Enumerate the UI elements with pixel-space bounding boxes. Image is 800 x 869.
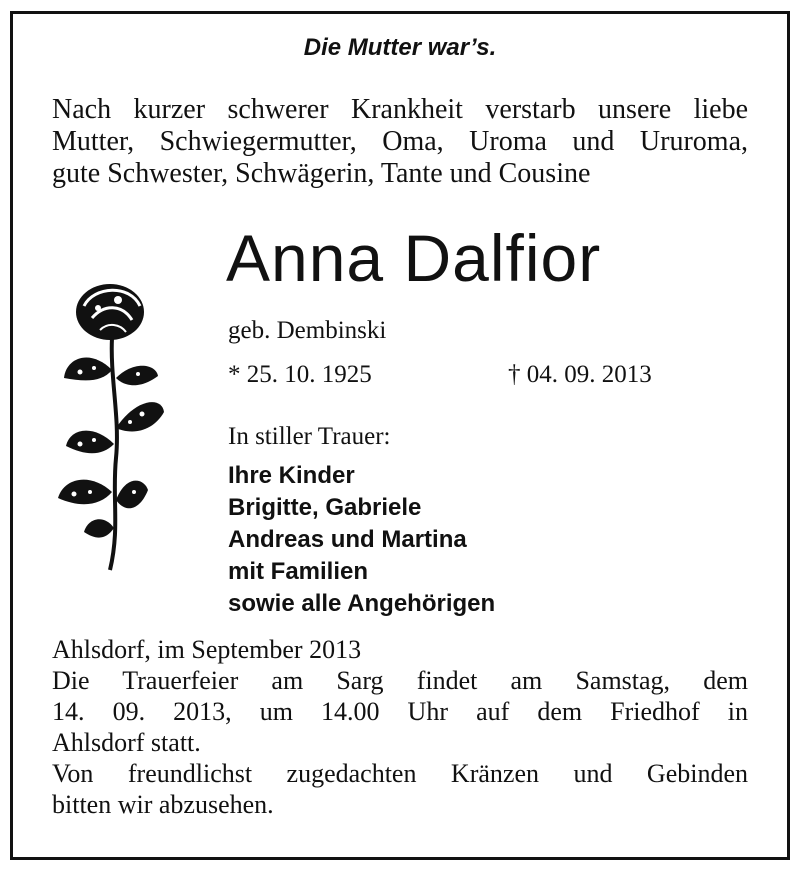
birth-name: geb. Dembinski: [228, 317, 387, 344]
deceased-name: Anna Dalfior: [226, 221, 602, 295]
notice-heading: Die Mutter war’s.: [303, 34, 497, 61]
wreath-line: bitten wir abzusehen.: [52, 790, 274, 819]
mourner-line: sowie alle Angehörigen: [228, 590, 496, 617]
wreath-line: Von freundlichst zugedachten Kränzen und Gebinden: [52, 759, 748, 788]
intro-line: Nach kurzer schwerer Krankheit verstarb unsere liebe: [52, 94, 748, 125]
mourning-label: In stiller Trauer:: [228, 423, 391, 450]
mourner-line: Andreas und Martina: [228, 526, 467, 553]
funeral-line: Ahlsdorf statt.: [52, 728, 201, 757]
place-date: Ahlsdorf, im September 2013: [52, 635, 362, 664]
intro-line: Mutter, Schwiegermutter, Oma, Uroma und Ururoma,: [52, 126, 748, 157]
birth-date: * 25. 10. 1925: [228, 361, 372, 388]
funeral-line: Die Trauerfeier am Sarg findet am Samstag, dem: [52, 666, 748, 695]
mourner-line: Brigitte, Gabriele: [228, 494, 422, 521]
funeral-line: 14. 09. 2013, um 14.00 Uhr auf dem Friedhof in: [52, 697, 748, 726]
death-date: † 04. 09. 2013: [508, 361, 652, 388]
mourner-line: Ihre Kinder: [228, 462, 355, 489]
mourner-line: mit Familien: [228, 558, 369, 585]
intro-text: [52, 94, 748, 190]
footer-text: [52, 634, 748, 820]
rose-icon: [50, 278, 170, 578]
intro-line: gute Schwester, Schwägerin, Tante und Cousine: [52, 158, 591, 189]
mourners-list: [228, 460, 495, 620]
